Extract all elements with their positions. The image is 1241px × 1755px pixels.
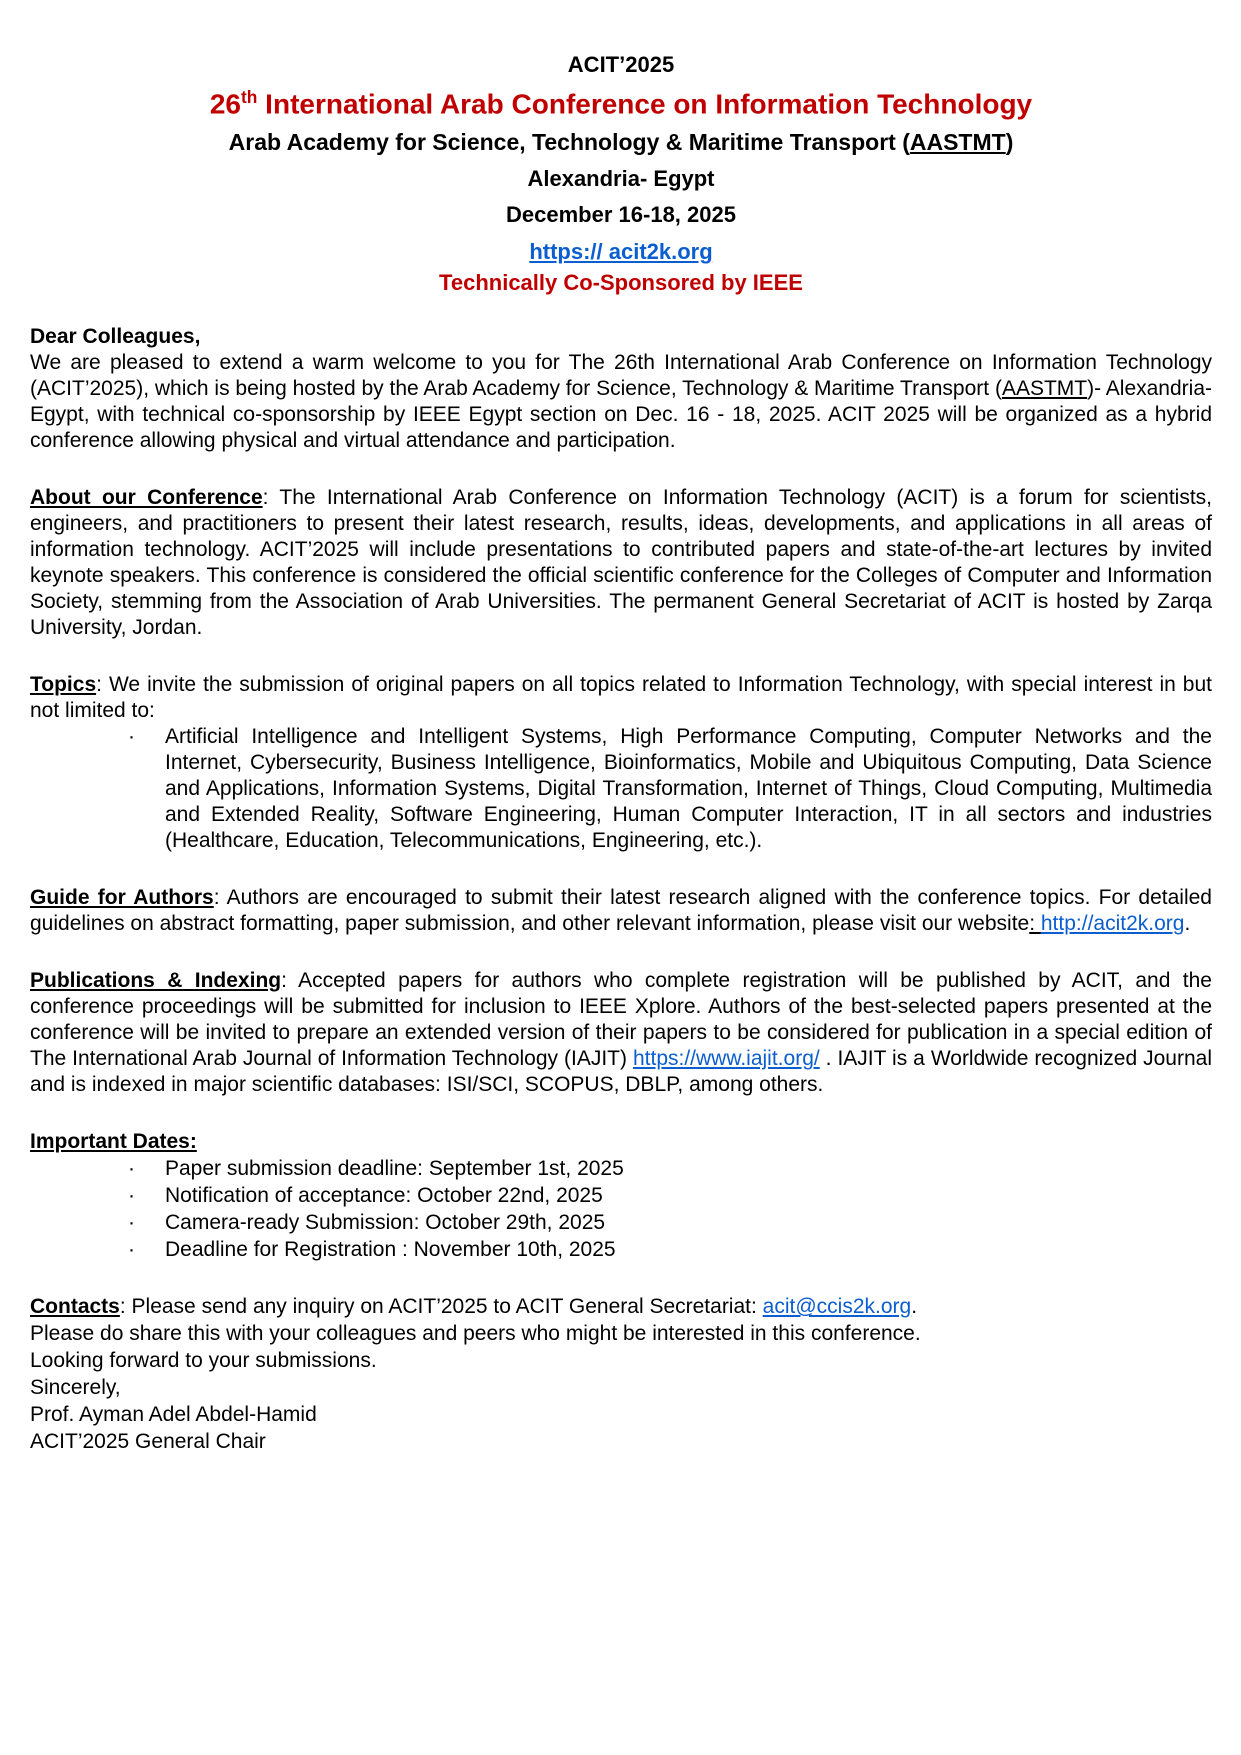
about-heading: About our Conference xyxy=(30,486,263,510)
topics-section xyxy=(30,672,1212,854)
share-line: Please do share this with your colleagues and peers who might be interested in this conference. xyxy=(30,1322,921,1346)
salutation: Dear Colleagues, xyxy=(30,325,201,349)
intro-paragraph xyxy=(30,350,1212,454)
intro-aastmt-underlined: AASTMT xyxy=(1001,377,1088,401)
intro-text-post: )- Alexandria- Egypt, with technical co-sponsorship by IEEE Egypt section on Dec. 16 - 18, 2025. ACIT 2025 will be organized as a hybrid conference allowing physical and virtual attendance and participation. xyxy=(30,377,1212,453)
host-institution-abbrev: AASTMT xyxy=(909,129,1006,156)
list-item xyxy=(128,1182,1212,1209)
document-header xyxy=(30,52,1212,296)
about-body: : The International Arab Conference on Information Technology (ACIT) is a forum for scientists, engineers, and practitioners to present their latest research, results, ideas, developments, and applications in all areas of information technology. ACIT’2025 will include presentations to contributed papers and state-of-the-art lectures by invited keynote speakers. This conference is considered the official scientific conference for the Colleges of Computer and Information Society, stemming from the Association of Arab Universities. The permanent General Secretariat of ACIT is hosted by Zarqa University, Jordan. xyxy=(30,486,1213,640)
conference-title xyxy=(30,87,1212,120)
topics-heading: Topics xyxy=(30,673,97,697)
intro-text-pre: We are pleased to extend a warm welcome to you for The 26th International Arab Conference on Information Technology (ACIT’2025), which is being hosted by the Arab Academy for Science, Technology & Maritime Transport ( xyxy=(30,351,1212,401)
host-institution-text: Arab Academy for Science, Technology & Maritime Transport ( xyxy=(228,129,910,156)
sincerely-line: Sincerely, xyxy=(30,1376,121,1400)
topics-bullet-item xyxy=(128,724,1212,854)
guide-suffix: . xyxy=(1184,912,1191,936)
contacts-section xyxy=(30,1294,1212,1455)
contacts-line xyxy=(30,1294,1212,1320)
date-item-text: Notification of acceptance: October 22nd, 2025 xyxy=(165,1184,603,1208)
conference-acronym: ACIT’2025 xyxy=(567,52,675,77)
conference-dates: December 16-18, 2025 xyxy=(506,202,736,228)
date-item-text: Camera-ready Submission: October 29th, 2025 xyxy=(165,1211,606,1235)
conference-title-number: 26 xyxy=(209,88,242,120)
publications-body-post: . IAJIT is a Worldwide recognized Journal and is indexed in major scientific databases: ISI/SCI, SCOPUS, DBLP, among others. xyxy=(30,1047,1213,1097)
topics-intro xyxy=(30,672,1212,724)
date-item-text: Deadline for Registration : November 10th, 2025 xyxy=(165,1238,616,1262)
iajit-link[interactable]: https://www.iajit.org/ xyxy=(632,1047,820,1071)
bullet-dot-icon: · xyxy=(128,725,135,749)
publications-heading: Publications & Indexing xyxy=(30,969,282,993)
contacts-body-post: . xyxy=(911,1295,918,1319)
conference-title-text: International Arab Conference on Information Technology xyxy=(257,88,1033,120)
conference-location: Alexandria- Egypt xyxy=(527,166,715,192)
bullet-dot-icon: · xyxy=(128,1238,135,1262)
host-institution-close-paren: ) xyxy=(1005,129,1014,156)
important-dates-heading: Important Dates: xyxy=(30,1130,197,1154)
topics-body: : We invite the submission of original papers on all topics related to Information Technology, with special interest in but not limited to: xyxy=(30,673,1212,723)
guide-body: : Authors are encouraged to submit their latest research aligned with the conference topics. For detailed guidelines on abstract formatting, paper submission, and other relevant information, please visit our website xyxy=(30,886,1212,936)
sponsor-line: Technically Co-Sponsored by IEEE xyxy=(439,270,803,296)
list-item xyxy=(128,1209,1212,1236)
closing-line: Looking forward to your submissions. xyxy=(30,1349,377,1373)
bullet-dot-icon: · xyxy=(128,1157,135,1181)
signature-title: ACIT’2025 General Chair xyxy=(30,1430,266,1454)
guide-website-link[interactable]: http://acit2k.org xyxy=(1040,912,1185,936)
signature-name: Prof. Ayman Adel Abdel-Hamid xyxy=(30,1403,317,1427)
list-item xyxy=(128,1236,1212,1263)
conference-url-line xyxy=(30,239,1212,265)
bullet-dot-icon: · xyxy=(128,1211,135,1235)
guide-link-prefix: : xyxy=(1029,912,1041,936)
contact-email-link[interactable]: acit@ccis2k.org xyxy=(762,1295,912,1319)
guide-heading: Guide for Authors xyxy=(30,886,214,910)
conference-title-ordinal: th xyxy=(241,87,258,107)
contacts-heading: Contacts xyxy=(30,1295,120,1319)
publications-section xyxy=(30,968,1212,1098)
publications-body-pre: : Accepted papers for authors who complete registration will be published by ACIT, and the conference proceedings will be submitted for inclusion to IEEE Xplore. Authors of the best-selected papers presented at the conference will be invited to prepare an extended version of their papers to be considered for publication in a special edition of The International Arab Journal of Information Technology (IAJIT) xyxy=(30,969,1212,1071)
important-dates-heading-line xyxy=(30,1129,1212,1155)
host-institution xyxy=(30,129,1212,156)
guide-section xyxy=(30,885,1212,937)
contacts-body-pre: : Please send any inquiry on ACIT’2025 to ACIT General Secretariat: xyxy=(119,1295,763,1319)
bullet-dot-icon: · xyxy=(128,1184,135,1208)
list-item xyxy=(128,1155,1212,1182)
date-item-text: Paper submission deadline: September 1st, 2025 xyxy=(165,1157,624,1181)
conference-url-link[interactable]: https:// acit2k.org xyxy=(529,239,713,265)
about-section xyxy=(30,485,1212,641)
important-dates-section xyxy=(30,1129,1212,1263)
important-dates-list xyxy=(30,1155,1212,1263)
topics-bullet-text: Artificial Intelligence and Intelligent Systems, High Performance Computing, Computer Networks and the Internet, Cybersecurity, Business Intelligence, Bioinformatics, Mobile and Ubiquitous Computing, Data Science and Applications, Information Systems, Digital Transformation, Internet of Things, Cloud Computing, Multimedia and Extended Reality, Software Engineering, Human Computer Interaction, IT in all sectors and industries (Healthcare, Education, Telecommunications, Engineering, etc.). xyxy=(165,725,1212,853)
